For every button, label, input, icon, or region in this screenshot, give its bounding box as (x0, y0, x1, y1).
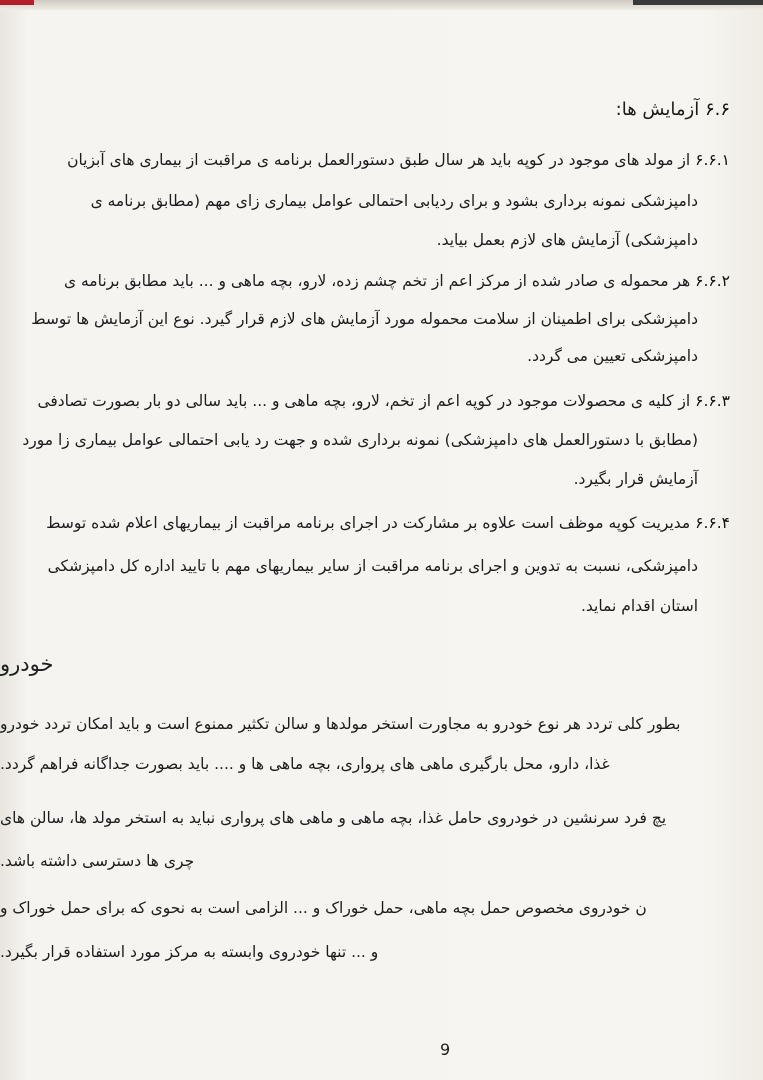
paragraph-2-line-2: چری ها دسترسی داشته باشد. (0, 852, 195, 870)
paragraph-2-line-1: یچ فرد سرنشین در خودروی حامل غذا، بچه ماهی و ماهی های پرواری نباید به استخر مولد ها، سالن های (0, 809, 667, 827)
item-1-text-1: از مولد های موجود در کوپه باید هر سال طبق دستورالعمل برنامه ی مراقبت از بیماری های آبزیان (67, 151, 691, 169)
paragraph-1-line-1: بطور کلی تردد هر نوع خودرو به مجاورت استخر مولدها و سالن تکثیر ممنوع است و باید امکان تردد خودرو (0, 715, 681, 733)
section-title: آزمایش ها: (615, 99, 700, 120)
item-2-line-2: دامپزشکی برای اطمینان از سلامت محموله مورد آزمایش های لازم قرار گیرد. نوع این آزمایش ها توسط (31, 310, 698, 328)
item-3-text-1: از کلیه ی محصولات موجود در کوپه اعم از تخم، لارو، بچه ماهی و ... باید سالی دو بار بصورت تصادفی (37, 392, 691, 410)
page-number: 9 (440, 1040, 451, 1059)
item-2-text-1: هر محموله ی صادر شده از مرکز اعم از تخم چشم زده، لارو، بچه ماهی و ... باید مطابق برنامه ی (63, 272, 691, 290)
item-3-line-2: (مطابق با دستورالعمل های دامپزشکی) نمونه برداری شده و جهت رد یابی احتمالی عوامل بیماری زا مورد (22, 431, 698, 449)
item-3-line-1 (37, 390, 730, 412)
section-number: ۶.۶ (704, 99, 730, 120)
section-heading (616, 99, 730, 121)
paragraph-3-line-1: ن خودروی مخصوص حمل بچه ماهی، حمل خوراک و ... الزامی است به نحوی که برای حمل خوراک و (0, 899, 647, 917)
item-4-line-2: دامپزشکی، نسبت به تدوین و اجرای برنامه مراقبت از سایر بیماریهای مهم با تایید اداره کل دامپزشکی (47, 557, 698, 575)
red-edge-mark (0, 0, 34, 5)
item-2-line-1 (64, 270, 730, 292)
vehicle-heading: خودرو (0, 652, 54, 676)
item-4-line-1 (46, 512, 730, 534)
item-3-number: ۶.۶.۳ (695, 392, 730, 410)
item-4-number: ۶.۶.۴ (695, 514, 730, 532)
paragraph-1-line-2: غذا، دارو، محل بارگیری ماهی های پرواری، بچه ماهی ها و .... باید بصورت جداگانه فراهم گردد. (0, 755, 610, 773)
item-1-number: ۶.۶.۱ (695, 151, 730, 169)
item-1-line-2: دامپزشکی نمونه برداری بشود و برای ردیابی احتمالی عوامل بیماری زای مهم (مطابق برنامه ی (90, 192, 698, 210)
item-4-line-3: استان اقدام نماید. (580, 597, 698, 615)
item-1-line-3: دامپزشکی) آزمایش های لازم بعمل بیاید. (436, 231, 698, 249)
paragraph-3-line-2: و ... تنها خودروی وابسته به مرکز مورد استفاده قرار بگیرد. (0, 943, 379, 961)
item-3-line-3: آزمایش قرار بگیرد. (573, 470, 698, 488)
item-2-number: ۶.۶.۲ (695, 272, 730, 290)
item-1-line-1 (67, 149, 730, 171)
item-4-text-1: مدیریت کوپه موظف است علاوه بر مشارکت در اجرای برنامه مراقبت از بیماریهای اعلام شده توسط (46, 514, 691, 532)
item-2-line-3: دامپزشکی تعیین می گردد. (527, 347, 698, 365)
dark-edge-mark (633, 0, 763, 5)
